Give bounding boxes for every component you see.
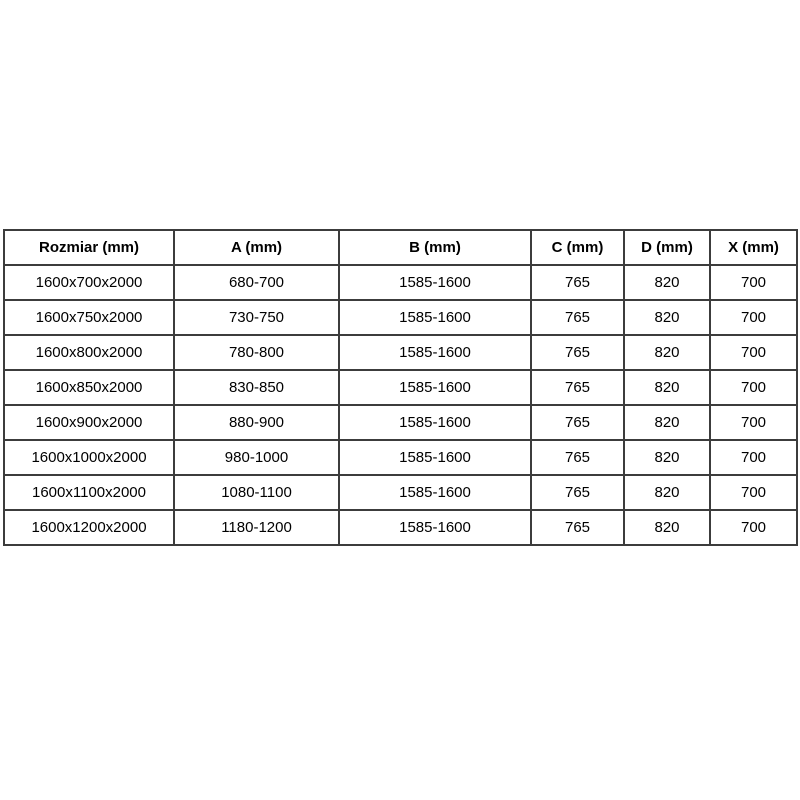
table-cell: 820: [624, 300, 710, 335]
table-cell: 1600x850x2000: [4, 370, 174, 405]
table-cell: 1080-1100: [174, 475, 339, 510]
table-cell: 1585-1600: [339, 405, 531, 440]
table-cell: 820: [624, 405, 710, 440]
table-cell: 820: [624, 370, 710, 405]
column-header-a: A (mm): [174, 230, 339, 265]
table-row: [4, 510, 797, 545]
table-cell: 700: [710, 300, 797, 335]
table-cell: 1585-1600: [339, 335, 531, 370]
table-cell: 765: [531, 335, 624, 370]
size-spec-table: [3, 229, 798, 546]
table-cell: 1600x1100x2000: [4, 475, 174, 510]
table-cell: 730-750: [174, 300, 339, 335]
table-cell: 820: [624, 510, 710, 545]
table-cell: 1585-1600: [339, 440, 531, 475]
table-cell: 880-900: [174, 405, 339, 440]
column-header-d: D (mm): [624, 230, 710, 265]
table-cell: 1585-1600: [339, 300, 531, 335]
table-row: [4, 370, 797, 405]
table-cell: 700: [710, 510, 797, 545]
table-cell: 765: [531, 475, 624, 510]
table-cell: 700: [710, 405, 797, 440]
table-row: [4, 440, 797, 475]
table-cell: 765: [531, 510, 624, 545]
table-cell: 700: [710, 335, 797, 370]
table-cell: 700: [710, 440, 797, 475]
table-row: [4, 405, 797, 440]
table-cell: 1600x1000x2000: [4, 440, 174, 475]
table-cell: 820: [624, 475, 710, 510]
column-header-c: C (mm): [531, 230, 624, 265]
table-cell: 680-700: [174, 265, 339, 300]
column-header-x: X (mm): [710, 230, 797, 265]
table-cell: 700: [710, 265, 797, 300]
table-cell: 1180-1200: [174, 510, 339, 545]
table-cell: 700: [710, 475, 797, 510]
table-cell: 820: [624, 440, 710, 475]
table-cell: 765: [531, 300, 624, 335]
table-cell: 820: [624, 335, 710, 370]
table-cell: 1585-1600: [339, 475, 531, 510]
table-header-row: [4, 230, 797, 265]
table-cell: 700: [710, 370, 797, 405]
table-cell: 1585-1600: [339, 370, 531, 405]
table-cell: 765: [531, 440, 624, 475]
table-row: [4, 475, 797, 510]
table-cell: 980-1000: [174, 440, 339, 475]
column-header-b: B (mm): [339, 230, 531, 265]
table-cell: 1600x700x2000: [4, 265, 174, 300]
column-header-rozmiar: Rozmiar (mm): [4, 230, 174, 265]
table-cell: 1585-1600: [339, 265, 531, 300]
table-cell: 820: [624, 265, 710, 300]
table-cell: 780-800: [174, 335, 339, 370]
table-cell: 1600x800x2000: [4, 335, 174, 370]
table-cell: 765: [531, 405, 624, 440]
table-cell: 1600x1200x2000: [4, 510, 174, 545]
table-row: [4, 300, 797, 335]
table-cell: 1600x900x2000: [4, 405, 174, 440]
table-cell: 765: [531, 265, 624, 300]
table-cell: 830-850: [174, 370, 339, 405]
table-row: [4, 265, 797, 300]
table-cell: 1585-1600: [339, 510, 531, 545]
table-row: [4, 335, 797, 370]
table-cell: 765: [531, 370, 624, 405]
table-cell: 1600x750x2000: [4, 300, 174, 335]
